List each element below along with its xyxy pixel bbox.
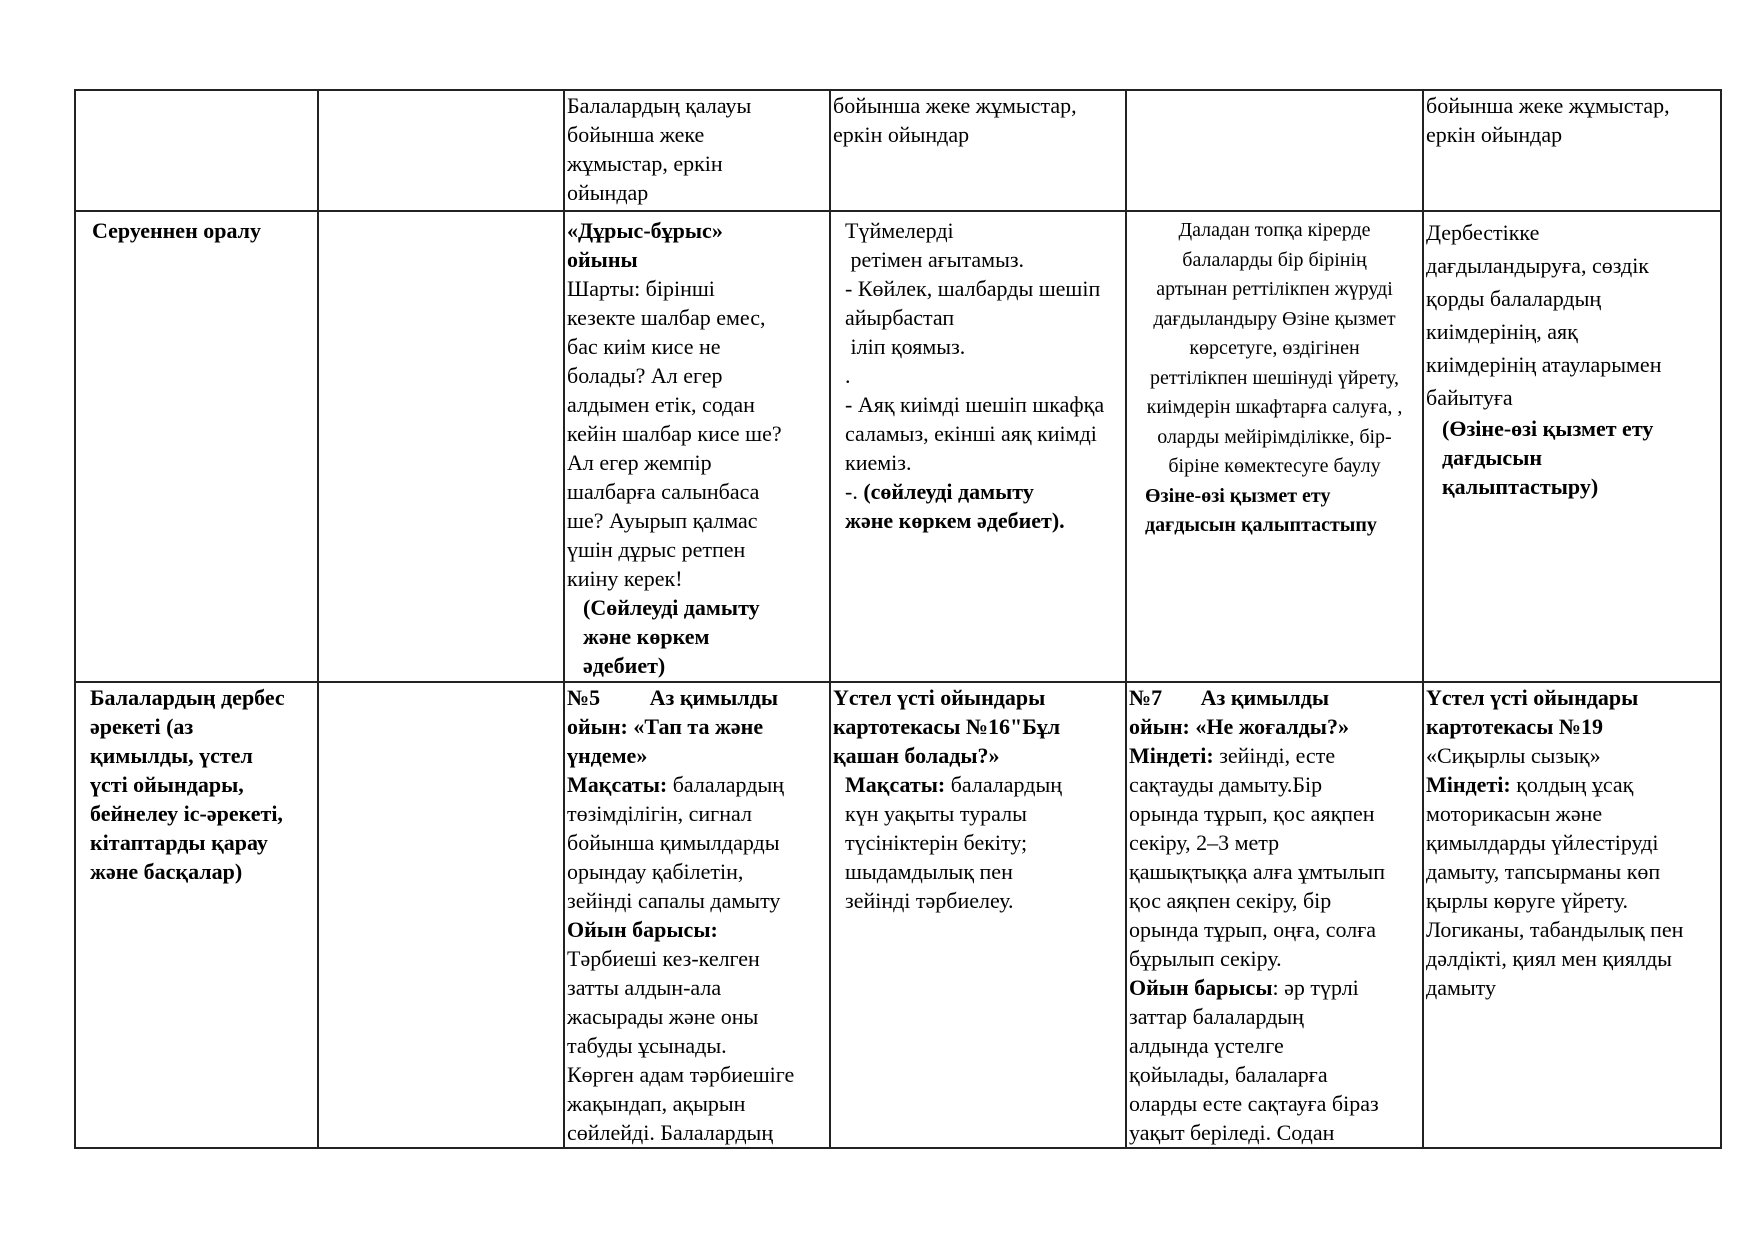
table-row xyxy=(75,682,1721,1148)
row1-label-cell xyxy=(75,90,318,211)
row2-empty-cell xyxy=(318,211,564,682)
row3-col4-cell: Үстел үсті ойындары картотекасы №16"Бұл қашан болады?» Мақсаты: балалардың күн уақыты туралы түсініктерін бекіту; шыдамдылық пен зейінді тәрбиелеу. xyxy=(830,682,1126,1148)
row1-empty-cell xyxy=(318,90,564,211)
row3-col3-cell: №5 Аз қимылды ойын: «Тап та және үндеме» Мақсаты: балалардың төзімділігін, сигнал бойынша қимылдарды орындау қабілетін, зейінді сапалы дамыту Ойын барысы: Тәрбиеші кез-келген затты алдын-ала жасырады және оны табуды ұсынады. Көрген адам тәрбиешіге жақындап, ақырын сөйлейді. Балалардың xyxy=(564,682,830,1148)
table-row xyxy=(75,211,1721,682)
section-label: Серуеннен оралу xyxy=(92,218,262,243)
row1-col3-cell: Балалардың қалауы бойынша жеке жұмыстар, еркін ойындар xyxy=(564,90,830,211)
row2-col5-cell: Даладан топқа кірерде балаларды бір бірінің артынан реттілікпен жүруді дағдыландыру Өзіне қызмет көрсетуге, өздігінен реттілікпен шешінуді үйрету, киімдерін шкафтарға салуға, , оларды мейірімділікке, бір- біріне көмектесуге баулу Өзіне-өзі қызмет ету дағдысын қалыптастыпу xyxy=(1126,211,1423,682)
row3-col5-cell: №7 Аз қимылды ойын: «Не жоғалды?» Міндеті: зейінді, есте сақтауды дамыту.Бір орында тұрып, қос аяқпен секіру, 2–3 метр қашықтыққа алға ұмтылып қос аяқпен секіру, бір орында тұрып, оңға, солға бұрылып секіру. Ойын барысы: әр түрлі заттар балалардың алдында үстелге қойылады, балаларға оларды есте сақтауға біраз уақыт беріледі. Содан xyxy=(1126,682,1423,1148)
table-row xyxy=(75,90,1721,211)
row2-col4-cell: Түймелерді ретімен ағытамыз. - Көйлек, шалбарды шешіп айырбастап іліп қоямыз. . - Аяқ киімді шешіп шкафқа саламыз, екінші аяқ киімді киеміз. -. (сөйлеуді дамыту және көркем әдебиет). xyxy=(830,211,1126,682)
row2-col6-cell: Дербестікке дағдыландыруға, сөздік қорды балалардың киімдерінің, аяқ киімдерінің атауларымен байытуға (Өзіне-өзі қызмет ету дағдысын қалыптастыру) xyxy=(1423,211,1721,682)
row2-col3-cell: «Дұрыс-бұрыс» ойыны Шарты: бірінші кезекте шалбар емес, бас киім кисе не болады? Ал егер алдымен етік, содан кейін шалбар кисе ше? Ал егер жемпір шалбарға салынбаса ше? Ауырып қалмас үшін дұрыс ретпен киіну керек! (Сөйлеуді дамыту және көркем әдебиет) xyxy=(564,211,830,682)
row2-label-cell xyxy=(75,211,318,682)
row1-col4-cell: бойынша жеке жұмыстар, еркін ойындар xyxy=(830,90,1126,211)
row3-label-cell: Балалардың дербес әрекеті (аз қимылды, үстел үсті ойындары, бейнелеу іс-әрекеті, кітаптарды қарау және басқалар) xyxy=(75,682,318,1148)
plan-table xyxy=(74,89,1722,1149)
row1-col6-cell: бойынша жеке жұмыстар, еркін ойындар xyxy=(1423,90,1721,211)
row3-empty-cell xyxy=(318,682,564,1148)
row3-col6-cell: Үстел үсті ойындары картотекасы №19 «Сиқырлы сызық» Міндеті: қолдың ұсақ моторикасын және қимылдарды үйлестіруді дамыту, тапсырманы көп қырлы көруге үйрету. Логиканы, табандылық пен дәлдікті, қиял мен қиялды дамыту xyxy=(1423,682,1721,1148)
row1-col5-cell xyxy=(1126,90,1423,211)
